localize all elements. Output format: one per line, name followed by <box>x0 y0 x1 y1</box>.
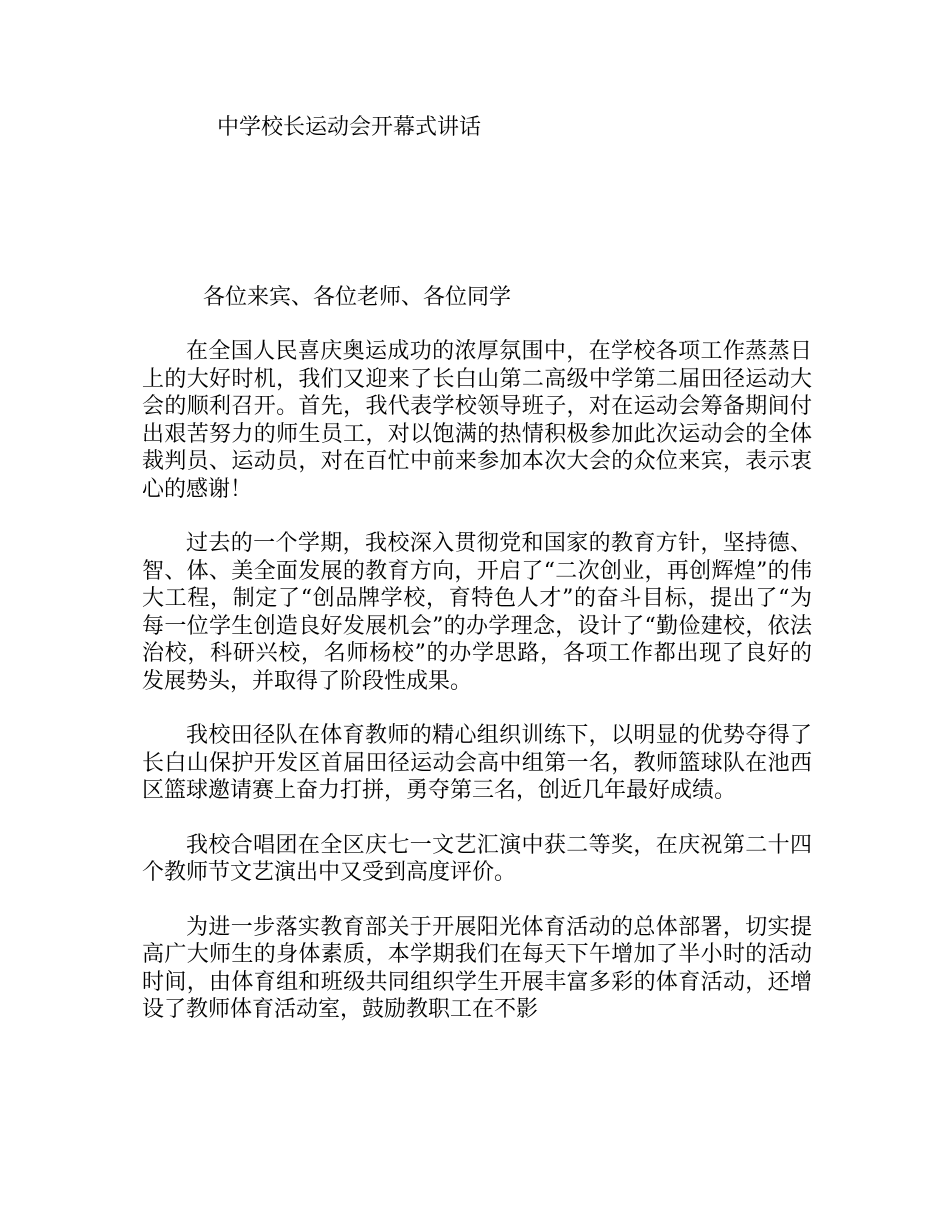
paragraph-3: 我校田径队在体育教师的精心组织训练下，以明显的优势夺得了长白山保护开发区首届田径运动会高中组第一名，教师篮球队在池西区篮球邀请赛上奋力打拼，勇夺第三名，创近几年最好成绩。 <box>142 723 812 803</box>
paragraph-1: 在全国人民喜庆奥运成功的浓厚氛围中，在学校各项工作蒸蒸日上的大好时机，我们又迎来了长白山第二高级中学第二届田径运动大会的顺利召开。首先，我代表学校领导班子，对在运动会筹备期间付出艰苦努力的师生员工，对以饱满的热情积极参加此次运动会的全体裁判员、运动员，对在百忙中前来参加本次大会的众位来宾，表示衷心的感谢！ <box>142 339 812 502</box>
paragraph-2: 过去的一个学期，我校深入贯彻党和国家的教育方针，坚持德、智、体、美全面发展的教育方向，开启了“二次创业，再创辉煌”的伟大工程，制定了“创品牌学校，育特色人才”的奋斗目标，提出了“为每一位学生创造良好发展机会”的办学理念，设计了“勤俭建校，依法治校，科研兴校，名师杨校”的办学思路，各项工作都出现了良好的发展势头，并取得了阶段性成果。 <box>142 531 812 694</box>
document-body <box>142 338 812 1051</box>
paragraph-5: 为进一步落实教育部关于开展阳光体育活动的总体部署，切实提高广大师生的身体素质，本学期我们在每天下午增加了半小时的活动时间，由体育组和班级共同组织学生开展丰富多彩的体育活动，还增设了教师体育活动室，鼓励教职工在不影 <box>142 914 812 1022</box>
salutation: 各位来宾、各位老师、各位同学 <box>203 285 512 310</box>
document-title: 中学校长运动会开幕式讲话 <box>217 115 482 140</box>
paragraph-4: 我校合唱团在全区庆七一文艺汇演中获二等奖，在庆祝第二十四个教师节文艺演出中又受到高度评价。 <box>142 832 812 885</box>
